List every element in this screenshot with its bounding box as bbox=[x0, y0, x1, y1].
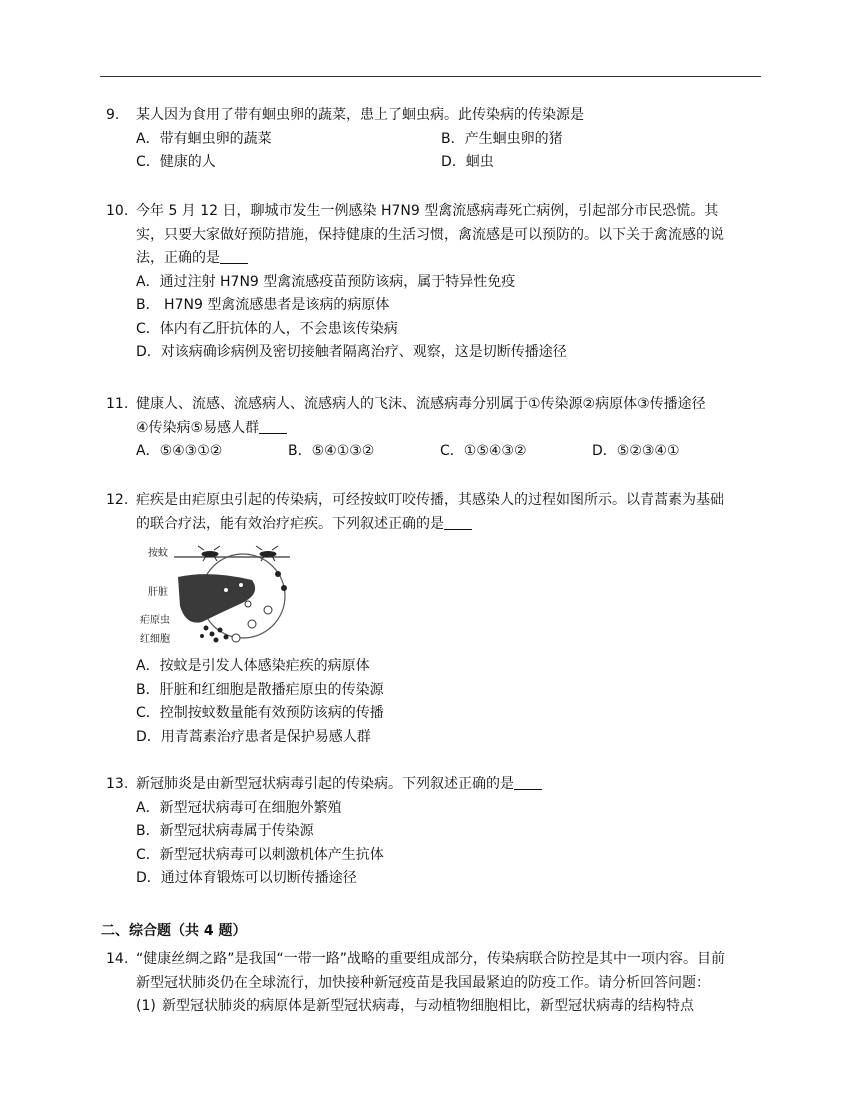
question-number: 12. bbox=[106, 492, 129, 508]
option-a[interactable]: A．⑤④③①② bbox=[136, 443, 223, 459]
question-stem: 某人因为食用了带有蛔虫卵的蔬菜，患上了蛔虫病。此传染病的传染源是 bbox=[136, 107, 584, 123]
answer-blank[interactable] bbox=[444, 514, 472, 530]
option-c[interactable]: C．控制按蚊数量能有效预防该病的传播 bbox=[136, 705, 384, 721]
sub-question-number: (1) bbox=[136, 998, 156, 1014]
option-b[interactable]: B．产生蛔虫卵的猪 bbox=[441, 130, 563, 147]
malaria-cycle-figure bbox=[140, 544, 292, 649]
question-stem: 新冠肺炎是由新型冠状病毒引起的传染病。下列叙述正确的是 bbox=[136, 776, 514, 792]
option-a[interactable]: A．按蚊是引发人体感染疟疾的病原体 bbox=[136, 658, 370, 674]
figure-label-mosquito: 按蚊 bbox=[148, 548, 168, 559]
option-d[interactable]: D．⑤②③④① bbox=[592, 443, 680, 459]
option-c[interactable]: C．①⑤④③② bbox=[440, 443, 527, 459]
option-b[interactable]: B． H7N9 型禽流感患者是该病的病原体 bbox=[136, 297, 390, 313]
sub-question-text: 新型冠状肺炎的病原体是新型冠状病毒，与动植物细胞相比，新型冠状病毒的结构特点 bbox=[162, 998, 694, 1014]
option-d[interactable]: D．用青蒿素治疗患者是保护易感人群 bbox=[136, 728, 371, 745]
question-stem-line1: 疟疾是由疟原虫引起的传染病，可经按蚊叮咬传播，其感染人的过程如图所示。以青蒿素为基础 bbox=[136, 492, 724, 508]
question-stem-line2: 实，只要大家做好预防措施，保持健康的生活习惯，禽流感是可以预防的。以下关于禽流感的说 bbox=[136, 226, 724, 243]
figure-label-liver: 肝脏 bbox=[148, 587, 168, 598]
question-number: 14. bbox=[106, 951, 129, 967]
section-heading: 二、综合题（共 4 题） bbox=[101, 923, 247, 939]
header-rule bbox=[100, 76, 761, 77]
answer-blank[interactable] bbox=[514, 774, 542, 790]
option-c[interactable]: C．健康的人 bbox=[136, 154, 216, 170]
figure-label-red-blood-cell: 红细胞 bbox=[140, 634, 170, 645]
question-stem-line1: 健康人、流感、流感病人、流感病人的飞沫、流感病毒分别属于①传染源②病原体③传播途径 bbox=[136, 396, 706, 412]
figure-label-parasite: 疟原虫 bbox=[140, 615, 170, 626]
question-number: 9. bbox=[106, 107, 120, 123]
question-12 bbox=[106, 489, 762, 536]
option-c[interactable]: C．新型冠状病毒可以刺激机体产生抗体 bbox=[136, 846, 384, 863]
question-13 bbox=[106, 773, 762, 891]
option-a[interactable]: A．新型冠状病毒可在细胞外繁殖 bbox=[136, 799, 342, 816]
option-a[interactable]: A．带有蛔虫卵的蔬菜 bbox=[136, 130, 272, 147]
mosquito-icon bbox=[256, 546, 278, 561]
question-number: 10. bbox=[106, 203, 129, 219]
option-b[interactable]: B．新型冠状病毒属于传染源 bbox=[136, 823, 314, 839]
question-number: 11. bbox=[106, 396, 129, 412]
option-c[interactable]: C．体内有乙肝抗体的人，不会患该传染病 bbox=[136, 320, 398, 337]
question-14 bbox=[106, 948, 762, 1019]
answer-blank[interactable] bbox=[259, 418, 287, 434]
question-stem-line1: 今年 5 月 12 日，聊城市发生一例感染 H7N9 型禽流感病毒死亡病例，引起部分市民恐慌。其 bbox=[136, 203, 719, 219]
answer-blank[interactable] bbox=[220, 248, 248, 264]
option-b[interactable]: B．⑤④①③② bbox=[288, 443, 375, 459]
question-stem-line3: 法，正确的是 bbox=[136, 250, 220, 266]
question-stem-line2: 新型冠状肺炎仍在全球流行，加快接种新冠疫苗是我国最紧迫的防疫工作。请分析回答问题： bbox=[136, 974, 710, 991]
question-stem-line1: “健康丝绸之路”是我国“一带一路”战略的重要组成部分，传染病联合防控是其中一项内容。目前 bbox=[136, 951, 726, 967]
liver-shape bbox=[178, 574, 255, 623]
question-12-options bbox=[106, 655, 762, 749]
option-b[interactable]: B．肝脏和红细胞是散播疟原虫的传染源 bbox=[136, 681, 384, 698]
question-number: 13. bbox=[106, 776, 129, 792]
question-10 bbox=[106, 200, 762, 365]
mosquito-icon bbox=[198, 546, 220, 561]
question-stem-line2: ④传染病⑤易感人群 bbox=[136, 419, 260, 436]
option-a[interactable]: A．通过注射 H7N9 型禽流感疫苗预防该病，属于特异性免疫 bbox=[136, 273, 516, 290]
question-stem-line2: 的联合疗法，能有效治疗疟疾。下列叙述正确的是 bbox=[136, 515, 444, 532]
option-d[interactable]: D．蛔虫 bbox=[441, 154, 494, 170]
question-11 bbox=[106, 393, 762, 464]
option-d[interactable]: D．通过体育锻炼可以切断传播途径 bbox=[136, 870, 357, 886]
option-d[interactable]: D．对该病确诊病例及密切接触者隔离治疗、观察，这是切断传播途径 bbox=[136, 344, 567, 360]
question-9 bbox=[106, 104, 762, 175]
